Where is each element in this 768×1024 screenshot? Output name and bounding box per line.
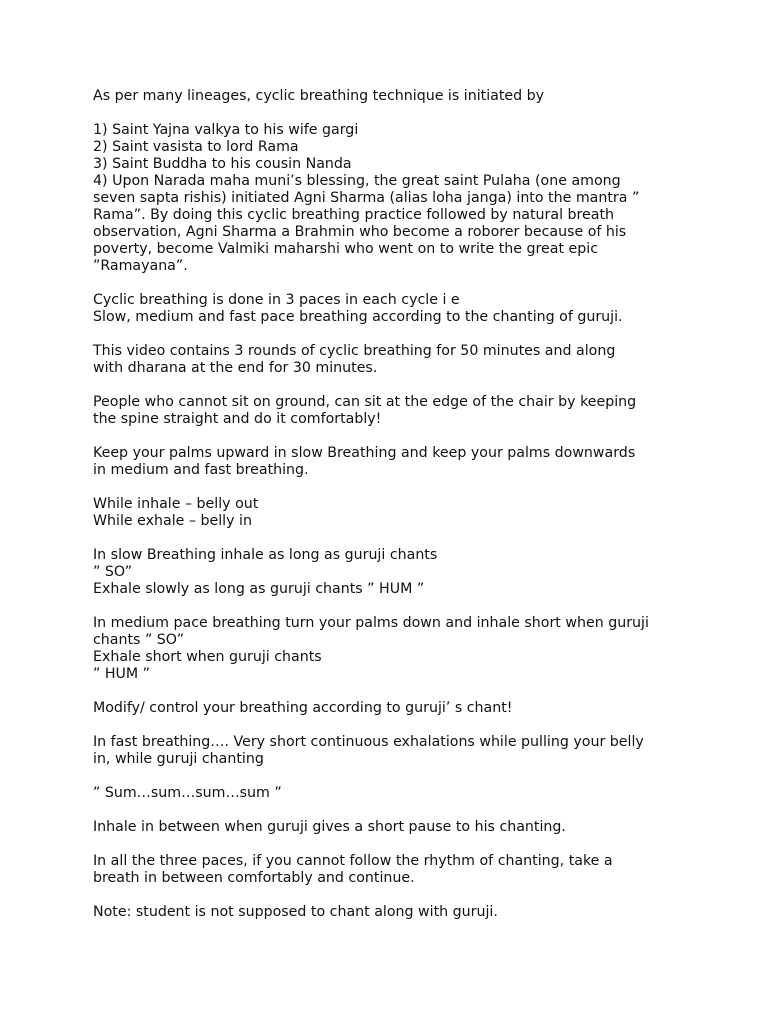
- paragraph: [93, 547, 708, 598]
- text-line: Keep your palms upward in slow Breathing and keep your palms downwards: [93, 445, 636, 461]
- paragraph: [93, 615, 708, 683]
- text-line: This video contains 3 rounds of cyclic breathing for 50 minutes and along: [93, 343, 616, 359]
- paragraph: [93, 496, 708, 530]
- paragraph: [93, 785, 708, 802]
- text-line: ” HUM ”: [93, 666, 151, 682]
- text-line: Rama”. By doing this cyclic breathing practice followed by natural breath: [93, 207, 615, 223]
- paragraph: [93, 88, 708, 105]
- paragraph: [93, 700, 708, 717]
- paragraph: [93, 853, 708, 887]
- paragraph: [93, 734, 708, 768]
- text-line: 3) Saint Buddha to his cousin Nanda: [93, 156, 352, 172]
- text-line: in medium and fast breathing.: [93, 462, 309, 478]
- paragraph: [93, 819, 708, 836]
- text-line: While exhale – belly in: [93, 513, 252, 529]
- paragraph: [93, 343, 708, 377]
- paragraph: [93, 394, 708, 428]
- text-line: Modify/ control your breathing according to guruji’ s chant!: [93, 700, 513, 716]
- text-line: In fast breathing…. Very short continuous exhalations while pulling your belly: [93, 734, 644, 750]
- text-line: 4) Upon Narada maha muni’s blessing, the great saint Pulaha (one among: [93, 173, 621, 189]
- text-line: While inhale – belly out: [93, 496, 259, 512]
- paragraph: [93, 122, 708, 275]
- paragraph: [93, 445, 708, 479]
- text-line: As per many lineages, cyclic breathing technique is initiated by: [93, 88, 545, 104]
- document-body: [93, 88, 708, 921]
- text-line: In slow Breathing inhale as long as guruji chants: [93, 547, 438, 563]
- text-line: poverty, become Valmiki maharshi who went on to write the great epic: [93, 241, 599, 257]
- text-line: In all the three paces, if you cannot follow the rhythm of chanting, take a: [93, 853, 613, 869]
- text-line: breath in between comfortably and continue.: [93, 870, 415, 886]
- text-line: the spine straight and do it comfortably!: [93, 411, 382, 427]
- text-line: 1) Saint Yajna valkya to his wife gargi: [93, 122, 359, 138]
- text-line: chants ” SO”: [93, 632, 185, 648]
- text-line: Exhale slowly as long as guruji chants ” HUM ”: [93, 581, 425, 597]
- text-line: observation, Agni Sharma a Brahmin who become a roborer because of his: [93, 224, 627, 240]
- text-line: People who cannot sit on ground, can sit at the edge of the chair by keeping: [93, 394, 637, 410]
- text-line: Inhale in between when guruji gives a short pause to his chanting.: [93, 819, 566, 835]
- text-line: Note: student is not supposed to chant along with guruji.: [93, 904, 498, 920]
- text-line: ” Sum…sum…sum…sum ”: [93, 785, 282, 801]
- text-line: ”Ramayana”.: [93, 258, 188, 274]
- text-line: with dharana at the end for 30 minutes.: [93, 360, 378, 376]
- text-line: seven sapta rishis) initiated Agni Sharma (alias loha janga) into the mantra ”: [93, 190, 640, 206]
- text-line: 2) Saint vasista to lord Rama: [93, 139, 299, 155]
- paragraph: [93, 292, 708, 326]
- text-line: in, while guruji chanting: [93, 751, 264, 767]
- text-line: Exhale short when guruji chants: [93, 649, 322, 665]
- text-line: Cyclic breathing is done in 3 paces in each cycle i e: [93, 292, 460, 308]
- text-line: Slow, medium and fast pace breathing according to the chanting of guruji.: [93, 309, 623, 325]
- text-line: In medium pace breathing turn your palms down and inhale short when guruji: [93, 615, 649, 631]
- paragraph: [93, 904, 708, 921]
- text-line: ” SO”: [93, 564, 133, 580]
